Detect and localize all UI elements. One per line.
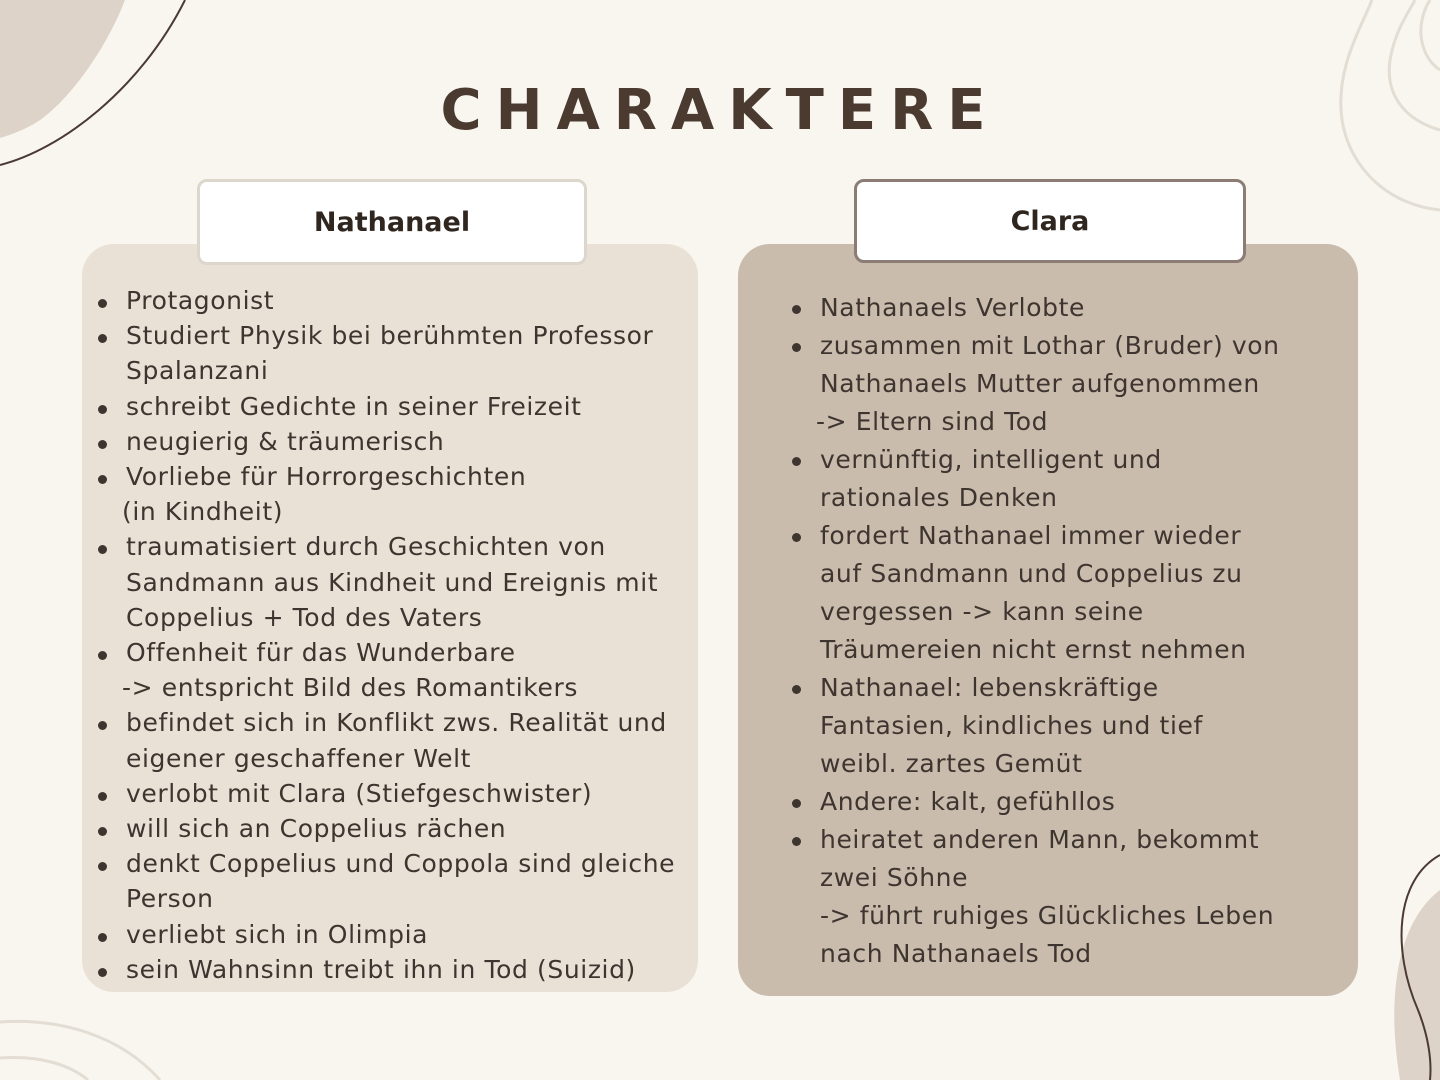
clara-trait-list: [790, 289, 1350, 973]
list-item: [790, 327, 1350, 441]
list-item-line: -> Eltern sind Tod: [816, 407, 1049, 436]
contour-line-bottom-left-2: [0, 1057, 88, 1080]
list-item: [96, 776, 696, 811]
list-item-line: Studiert Physik bei berühmten Professor: [126, 321, 654, 351]
list-item-line: denkt Coppelius und Coppola sind gleiche: [126, 849, 676, 879]
list-item-line: Spalanzani: [126, 356, 269, 386]
clara-heading: Clara: [1010, 205, 1090, 237]
list-item: [790, 821, 1350, 973]
list-item-line: Nathanaels Mutter aufgenommen: [820, 369, 1260, 398]
list-item-line: Andere: kalt, gefühllos: [820, 787, 1116, 816]
list-item-line: will sich an Coppelius rächen: [126, 814, 507, 844]
list-item-line: auf Sandmann und Coppelius zu: [820, 559, 1243, 588]
list-item-line: zusammen mit Lothar (Bruder) von: [820, 331, 1280, 360]
list-item: [96, 917, 696, 952]
list-item: [96, 846, 696, 916]
list-item-line: verlobt mit Clara (Stiefgeschwister): [126, 778, 593, 808]
list-item-line: traumatisiert durch Geschichten von: [126, 532, 606, 562]
list-item: [96, 529, 696, 635]
page-title: CHARAKTERE: [440, 78, 1000, 143]
list-item-line: verliebt sich in Olimpia: [126, 919, 429, 949]
list-item: [96, 811, 696, 846]
list-item: [96, 635, 696, 705]
list-item-line: fordert Nathanael immer wieder: [820, 521, 1242, 550]
list-item-line: (in Kindheit): [122, 497, 284, 527]
list-item-line: nach Nathanaels Tod: [820, 939, 1092, 968]
list-item-line: Fantasien, kindliches und tief: [820, 711, 1203, 740]
list-item-line: Nathanael: lebenskräftige: [820, 673, 1159, 702]
list-item: [96, 459, 696, 529]
corner-blob-bottom-right: [1394, 890, 1440, 1080]
list-item: [96, 705, 696, 775]
contour-line-bottom-left-1: [0, 1021, 160, 1080]
list-item-line: Coppelius + Tod des Vaters: [126, 602, 483, 632]
list-item-line: sein Wahnsinn treibt ihn in Tod (Suizid): [126, 954, 636, 984]
nathanael-trait-list: [96, 283, 696, 987]
list-item-line: rationales Denken: [820, 483, 1058, 512]
list-item-line: befindet sich in Konflikt zws. Realität und: [126, 708, 667, 738]
list-item-line: Protagonist: [126, 286, 275, 315]
list-item: [790, 669, 1350, 783]
list-item-line: vergessen -> kann seine: [820, 597, 1144, 626]
list-item-line: vernünftig, intelligent und: [820, 445, 1162, 474]
clara-heading-tab: [854, 179, 1246, 263]
contour-line-top-right-3: [1421, 0, 1440, 70]
list-item-line: schreibt Gedichte in seiner Freizeit: [126, 391, 582, 421]
list-item: [790, 517, 1350, 669]
list-item-line: Nathanaels Verlobte: [820, 293, 1085, 322]
list-item-line: -> entspricht Bild des Romantikers: [122, 673, 578, 703]
list-item-line: Offenheit für das Wunderbare: [126, 638, 516, 668]
list-item: [96, 318, 696, 388]
list-item-line: Vorliebe für Horrorgeschichten: [126, 462, 527, 492]
list-item-line: neugierig & träumerisch: [126, 426, 445, 456]
nathanael-heading-tab: [197, 179, 587, 265]
list-item: [96, 424, 696, 459]
list-item-line: Sandmann aus Kindheit und Ereignis mit: [126, 567, 659, 597]
list-item: [96, 952, 696, 987]
list-item-line: -> führt ruhiges Glückliches Leben: [820, 901, 1275, 930]
list-item: [790, 441, 1350, 517]
list-item: [96, 283, 696, 318]
list-item: [790, 289, 1350, 327]
list-item-line: zwei Söhne: [820, 863, 969, 892]
list-item: [96, 389, 696, 424]
list-item-line: eigener geschaffener Welt: [126, 743, 472, 773]
list-item: [790, 783, 1350, 821]
list-item-line: Träumereien nicht ernst nehmen: [820, 635, 1247, 664]
list-item-line: weibl. zartes Gemüt: [820, 749, 1083, 778]
list-item-line: Person: [126, 884, 214, 914]
nathanael-heading: Nathanael: [313, 206, 471, 238]
list-item-line: heiratet anderen Mann, bekommt: [820, 825, 1260, 854]
